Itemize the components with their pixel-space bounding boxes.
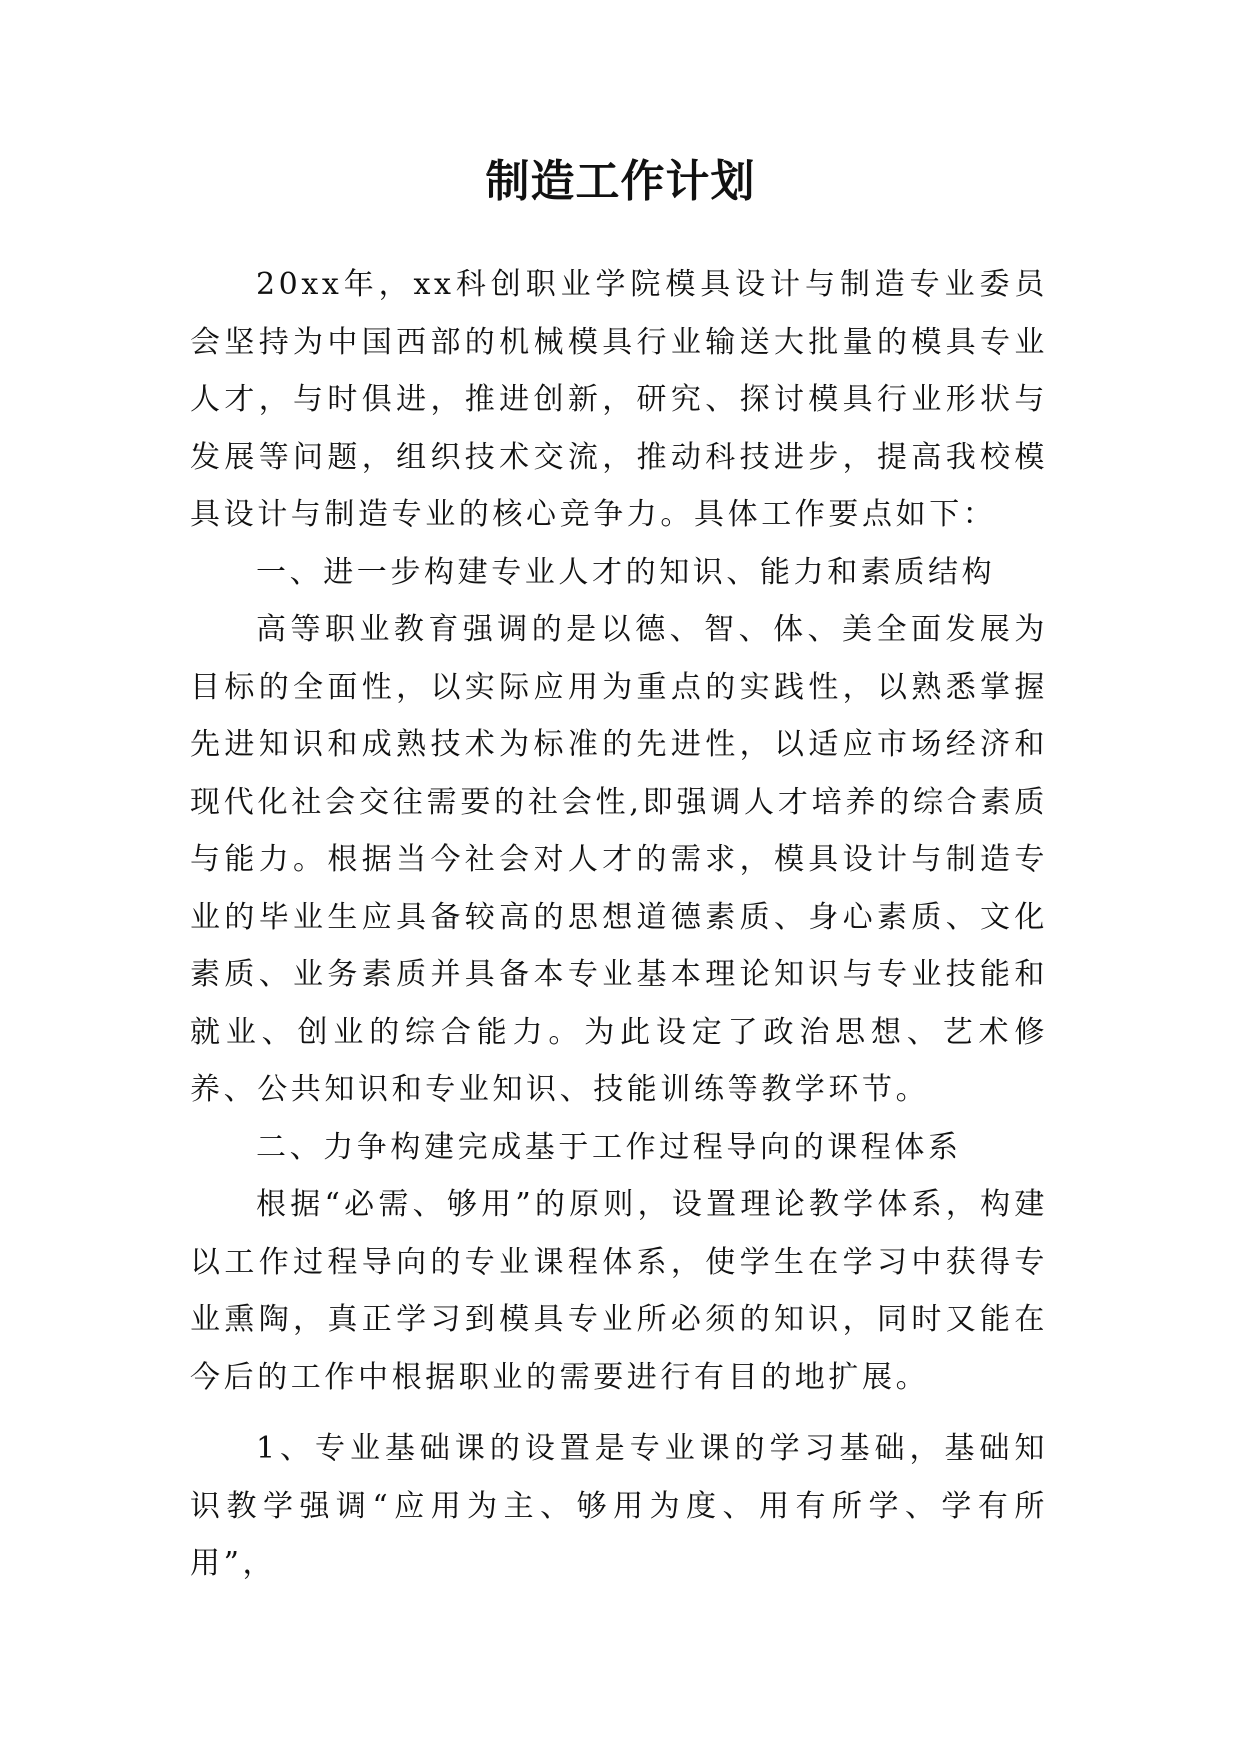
section-heading-1: 一、进一步构建专业人才的知识、能力和素质结构 — [256, 554, 996, 590]
paragraph-item-1: 1、专业基础课的设置是专业课的学习基础，基础知识教学强调“应用为主、够用为度、用有所学、学有所用”， — [190, 1431, 1048, 1581]
paragraph-section-2: 根据“必需、够用”的原则，设置理论教学体系，构建以工作过程导向的专业课程体系，使学生在学习中获得专业熏陶，真正学习到模具专业所必须的知识，同时又能在今后的工作中根据职业的需要进行有目的地扩展。 — [190, 1187, 1048, 1395]
paragraph-intro: 20xx年，xx科创职业学院模具设计与制造专业委员会坚持为中国西部的机械模具行业输送大批量的模具专业人才，与时俱进，推进创新，研究、探讨模具行业形状与发展等问题，组织技术交流，推动科技进步，提高我校模具设计与制造专业的核心竞争力。具体工作要点如下： — [190, 267, 1048, 532]
section-heading-2: 二、力争构建完成基于工作过程导向的课程体系 — [256, 1129, 962, 1165]
paragraph-section-1: 高等职业教育强调的是以德、智、体、美全面发展为目标的全面性，以实际应用为重点的实践性，以熟悉掌握先进知识和成熟技术为标准的先进性，以适应市场经济和现代化社会交往需要的社会性,即强调人才培养的综合素质与能力。根据当今社会对人才的需求，模具设计与制造专业的毕业生应具备较高的思想道德素质、身心素质、文化素质、业务素质并具备本专业基本理论知识与专业技能和就业、创业的综合能力。为此设定了政治思想、艺术修养、公共知识和专业知识、技能训练等教学环节。 — [190, 612, 1048, 1107]
document-body — [190, 256, 1048, 1593]
document-title: 制造工作计划 — [485, 156, 756, 207]
